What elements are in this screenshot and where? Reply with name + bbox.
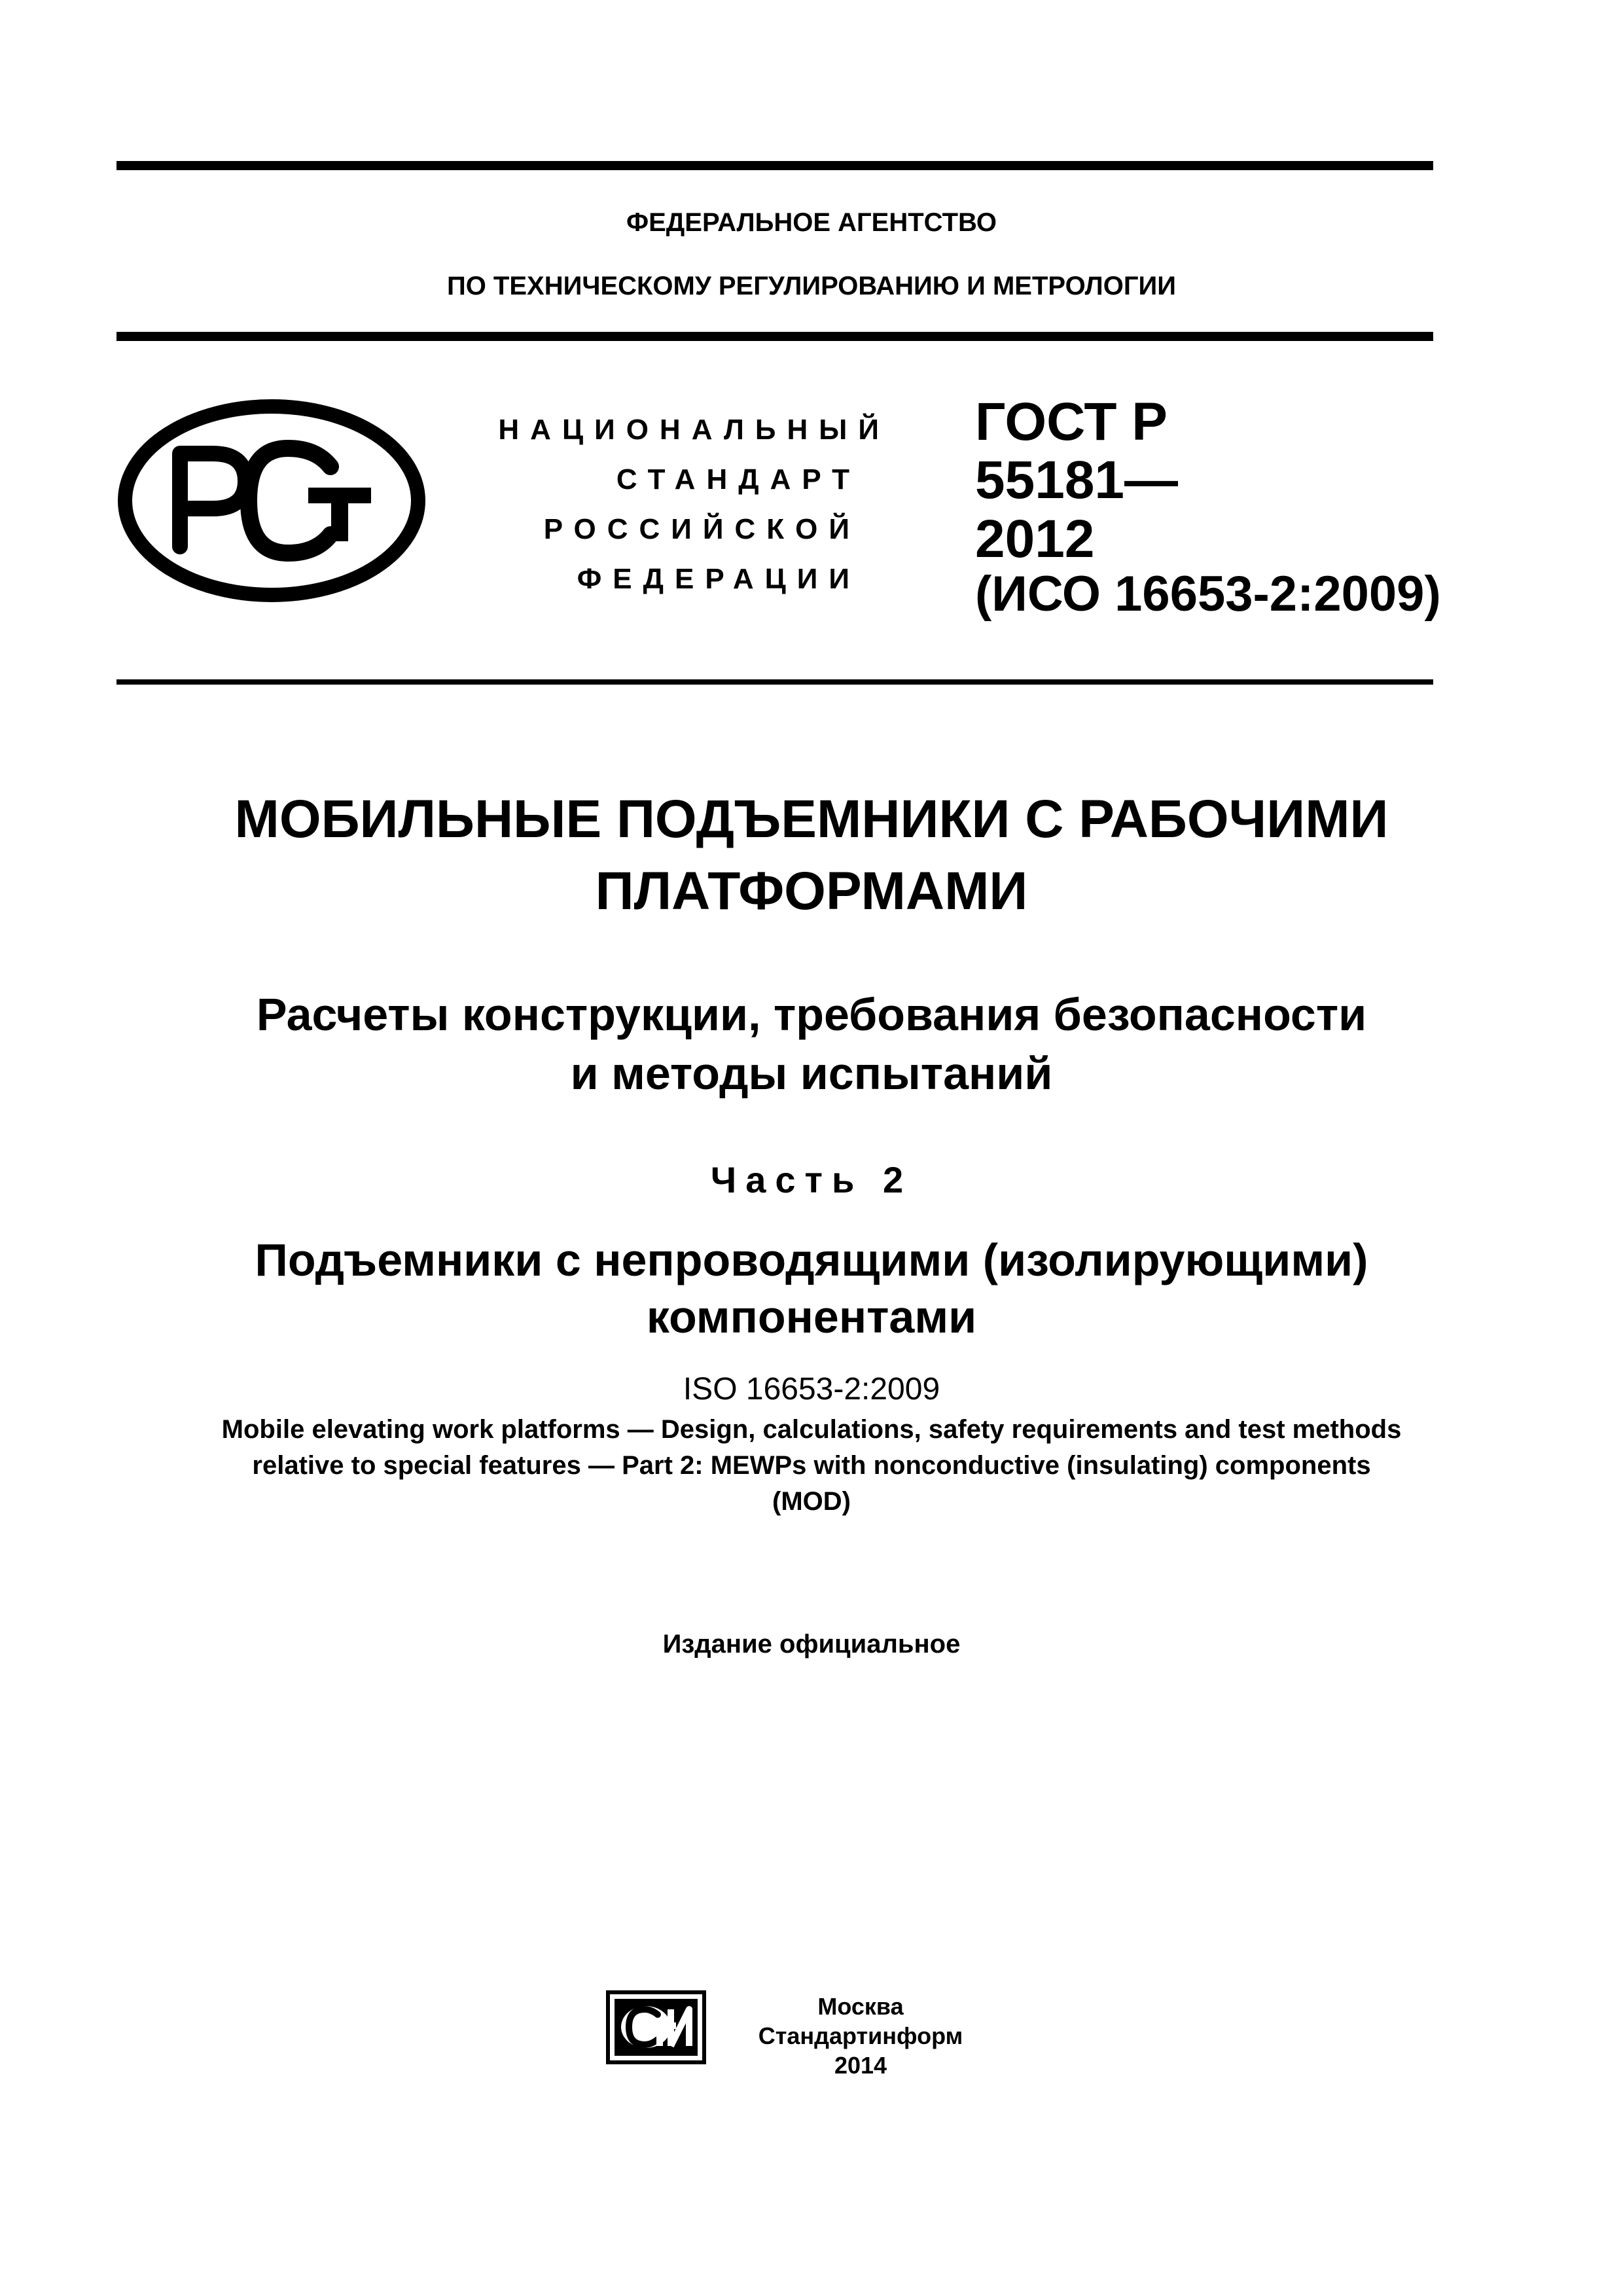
edition-label: Издание официальное <box>662 1630 961 1659</box>
national-standard-line-1: НАЦИОНАЛЬНЫЙ <box>498 414 890 446</box>
subtitle-line-1: Расчеты конструкции, требования безопасности <box>256 989 1367 1040</box>
publisher-logo <box>605 1990 707 2065</box>
document-title-line-2: ПЛАТФОРМАМИ <box>595 861 1028 921</box>
iso-title-line-3: (MOD) <box>772 1487 851 1516</box>
iso-code: ISO 16653-2:2009 <box>683 1372 940 1407</box>
designation-line-4: (ИСО 16653-2:2009) <box>975 566 1441 622</box>
gost-logo <box>115 396 429 605</box>
publisher-city: Москва <box>817 1993 904 2020</box>
agency-line-2: ПО ТЕХНИЧЕСКОМУ РЕГУЛИРОВАНИЮ И МЕТРОЛОГИИ <box>446 272 1177 300</box>
subtitle-line-2: и методы испытаний <box>570 1048 1053 1099</box>
designation-line-2: 55181— <box>975 450 1179 510</box>
national-standard-line-4: ФЕДЕРАЦИИ <box>577 563 861 595</box>
iso-title-line-2: relative to special features — Part 2: MEWPs with nonconductive (insulating) components <box>252 1451 1371 1480</box>
national-standard-line-3: РОССИЙСКОЙ <box>543 513 861 545</box>
header-rule <box>116 332 1433 341</box>
publisher-year: 2014 <box>834 2052 887 2079</box>
designation-line-3: 2012 <box>975 509 1095 569</box>
iso-title-line-1: Mobile elevating work platforms — Design, calculations, safety requirements and test methods <box>221 1415 1402 1444</box>
standartinform-logo-icon <box>605 1990 707 2065</box>
national-standard-line-2: СТАНДАРТ <box>616 463 861 495</box>
part-label: Часть 2 <box>710 1159 913 1200</box>
part-title-line-1: Подъемники с непроводящими (изолирующими) <box>255 1234 1368 1285</box>
publisher-name: Стандартинформ <box>758 2022 963 2049</box>
designation-rule <box>116 679 1433 685</box>
document-title-line-1: МОБИЛЬНЫЕ ПОДЪЕМНИКИ С РАБОЧИМИ <box>234 789 1389 849</box>
part-title-line-2: компонентами <box>646 1291 977 1342</box>
agency-line-1: ФЕДЕРАЛЬНОЕ АГЕНТСТВО <box>626 208 997 237</box>
designation-line-1: ГОСТ Р <box>975 392 1168 452</box>
top-rule <box>116 161 1433 170</box>
gost-logo-icon <box>115 396 429 605</box>
